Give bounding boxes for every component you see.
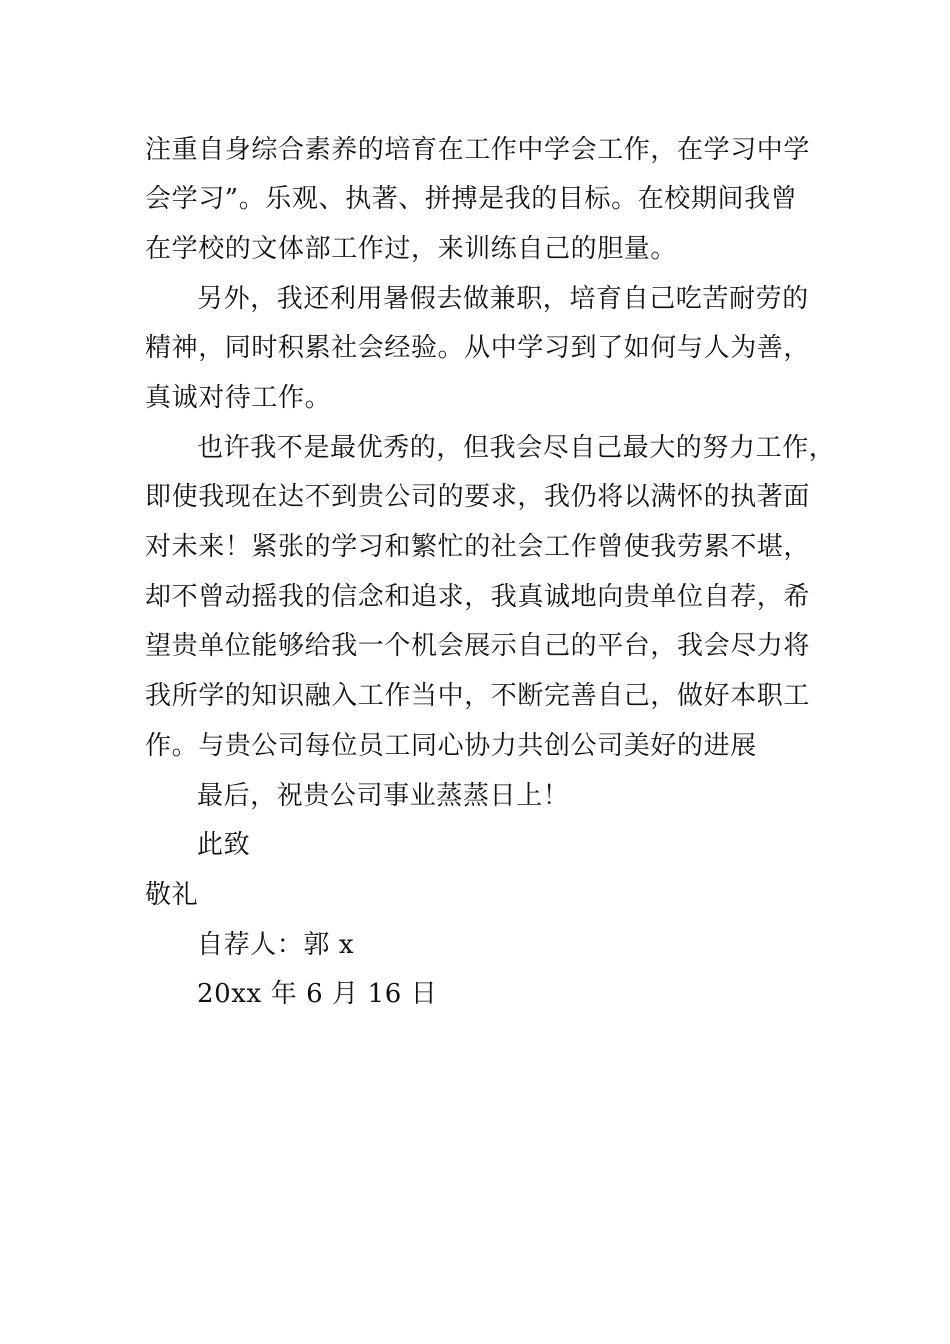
salutation-cizhi: 此致 — [197, 830, 251, 860]
paragraph-start-line: 也许我不是最优秀的，但我会尽自己最大的努力工作， — [197, 433, 836, 463]
signature: 自荐人：郭 x — [197, 930, 355, 960]
body-text-line: 在学校的文体部工作过，来训练自己的胆量。 — [145, 234, 678, 264]
body-text-line: 即使我现在达不到贵公司的要求，我仍将以满怀的执著面 — [145, 482, 811, 512]
closing-wish: 最后，祝贵公司事业蒸蒸日上！ — [197, 781, 570, 811]
salutation-jingli: 敬礼 — [145, 880, 199, 910]
body-text-line: 却不曾动摇我的信念和追求，我真诚地向贵单位自荐，希 — [145, 582, 811, 612]
body-text-line: 望贵单位能够给我一个机会展示自己的平台，我会尽力将 — [145, 631, 811, 661]
date: 20xx 年 6 月 16 日 — [197, 979, 438, 1009]
paragraph-start-line: 另外，我还利用暑假去做兼职，培育自己吃苦耐劳的 — [197, 284, 809, 314]
body-text-line: 精神，同时积累社会经验。从中学习到了如何与人为善， — [145, 333, 811, 363]
body-text-line: 注重自身综合素养的培育在工作中学会工作，在学习中学 — [145, 135, 811, 165]
body-text-line: 真诚对待工作。 — [145, 383, 332, 413]
body-text-line: 作。与贵公司每位员工同心协力共创公司美好的进展 — [145, 731, 757, 761]
body-text-line: 对未来！紧张的学习和繁忙的社会工作曾使我劳累不堪， — [145, 532, 811, 562]
body-text-line: 会学习”。乐观、执著、拼搏是我的目标。在校期间我曾 — [145, 184, 798, 214]
body-text-line: 我所学的知识融入工作当中，不断完善自己，做好本职工 — [145, 681, 811, 711]
